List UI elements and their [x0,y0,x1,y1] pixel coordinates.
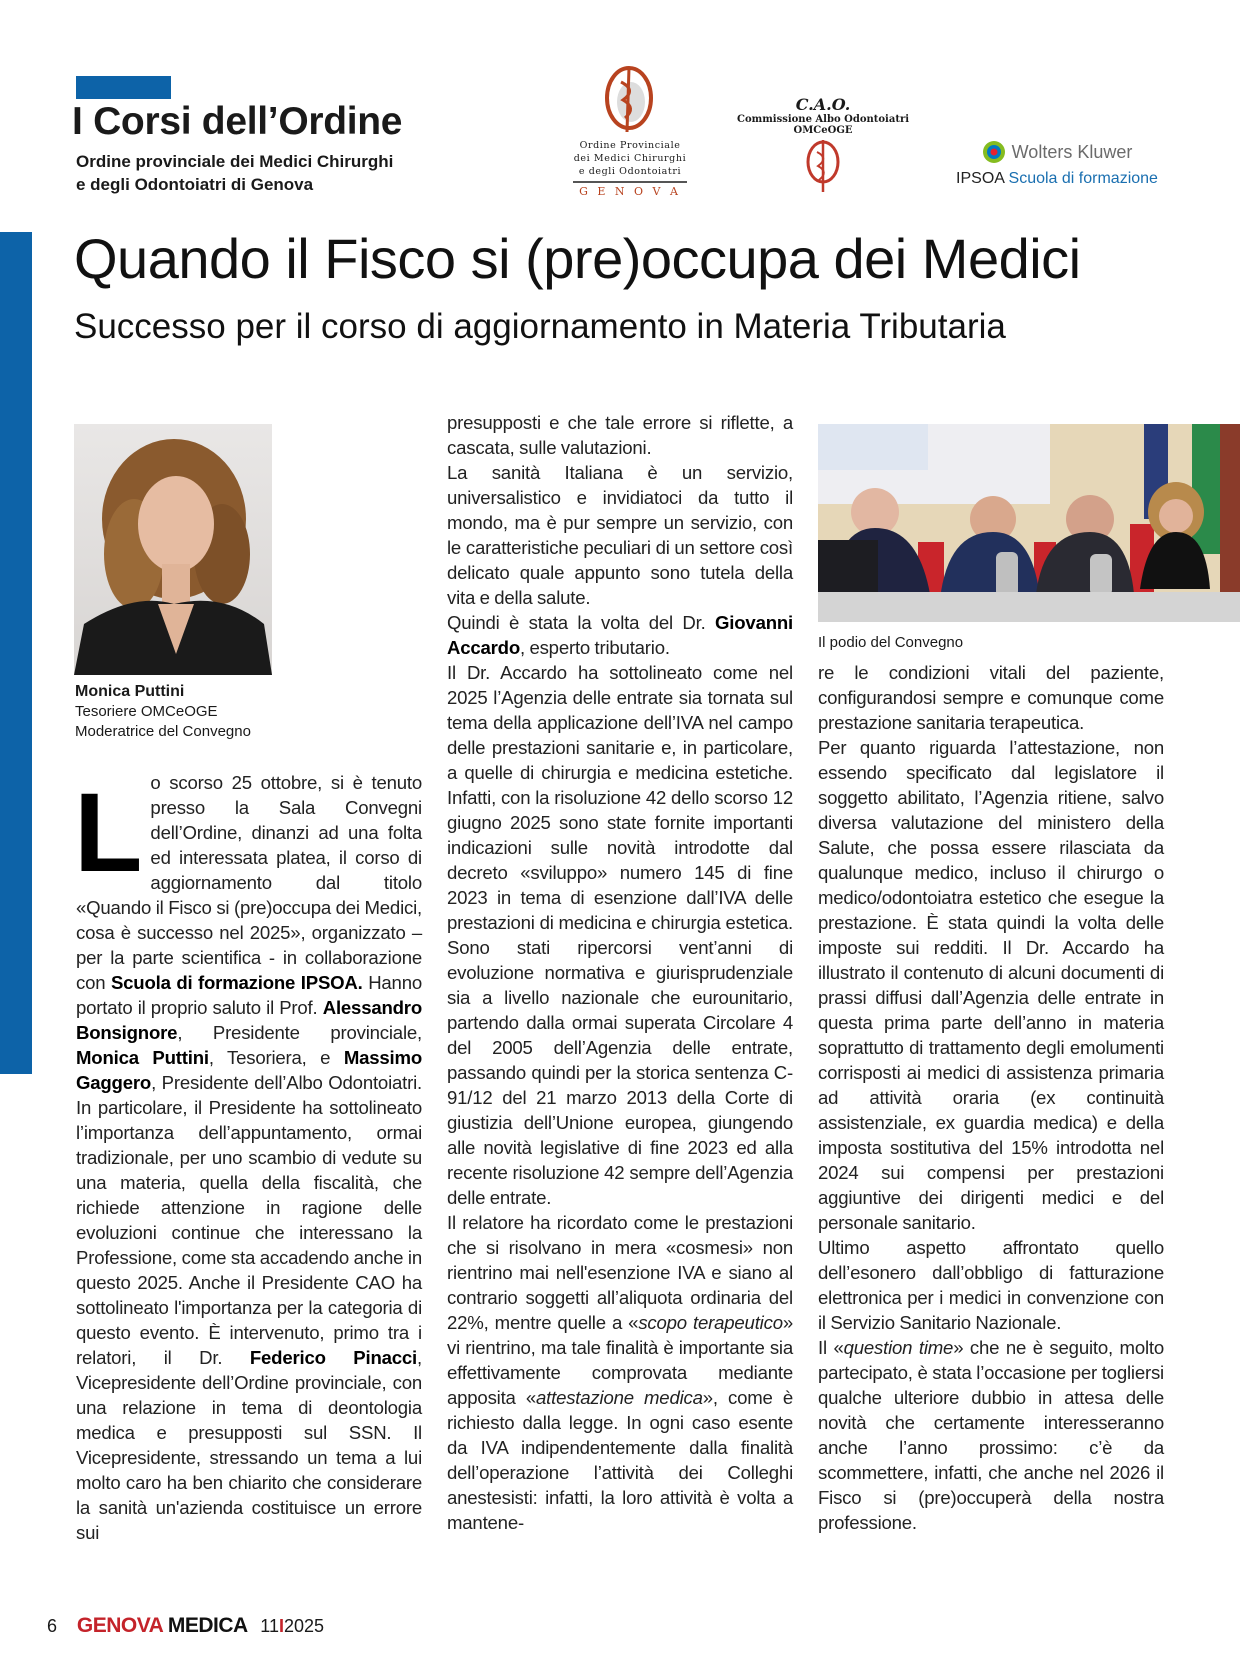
article-subtitle: Successo per il corso di aggiornamento in Materia Tributaria [74,307,1006,346]
text-run: , Vicepresidente dell’Ordine provinciale, con una relazione in tema di deontologia medica e presupposti sul SSN. Il Vicepresidente, stressando un tema a lui molto caro ha ben chiarito che considerare la sanità un'azienda costituisce un errore sui [76,1347,422,1543]
text-run: Ultimo aspetto affrontato quello dell’esonero dall’obbligo di fatturazione elettronica per i medici in convenzione con il Servizio Sanitario Nazionale. [818,1237,1164,1333]
article-paragraph [447,610,793,660]
text-run: Il Dr. Accardo ha sottolineato come nel 2025 l’Agenzia delle entrate sia tornata sul tema della applicazione dell’IVA nel campo delle prestazioni sanitarie e, in particolare, a quelle di chirurgia e medicina estetiche. Infatti, con la risoluzione 42 dello scorso 12 giugno 2025 sono state fornite importanti indicazioni sulle novità introdotte dal decreto «sviluppo» numero 145 di fine 2023 in tema di esenzione dall’IVA delle prestazioni di medicina e chirurgia estetica. Sono stati ripercorsi vent’anni di evoluzione normativa e giurisprudenziale sia a livello nazionale che eurounitario, partendo dalla ormai superata Circolare 4 del 2005 dell’Agenzia delle entrate, passando quindi per la storica sentenza C-91/12 del 21 marzo 2013 della Corte di giustizia dell’Unione europea, giungendo alle novità legislative di fine 2023 ed alla recente risoluzione 42 sempre dell’Agenzia delle entrate. [447,662,793,1208]
ordine-logo-city: G E N O V A [579,185,681,198]
page-number: 6 [47,1616,58,1636]
cao-line-1: Commissione Albo Odontoiatri [736,114,910,125]
text-run: re le condizioni vitali del paziente, configurandosi sempre e comunque come prestazione sanitaria terapeutica. [818,662,1164,733]
article-paragraph [818,735,1164,1235]
ordine-genova-logo [565,62,695,198]
magazine-name [77,1614,252,1637]
text-run: , esperto tributario. [520,637,670,658]
drop-cap: L [74,770,143,895]
portrait-name: Monica Puttini [75,683,185,700]
ordine-logo-line-1: Ordine Provinciale [579,140,681,151]
wolters-kluwer-ipsoa-logo [952,140,1162,188]
bold-text: Alessandro Bonsignore [76,997,422,1043]
portrait-role: Tesoriere OMCeOGE [75,703,218,720]
text-run: o scorso 25 ottobre, si è tenuto presso la Sala Convegni dell’Ordine, dinanzi ad una folta ed interessata platea, il corso di aggiornamento dal titolo «Quando il Fisco si (pre)occupa dei Medici, cosa è successo nel 2025», organizzato – per la parte scientifica - in collaborazione con [76,772,422,993]
section-subtitle [76,150,436,196]
caduceus-emblem-icon [565,62,695,134]
article-paragraph [447,660,793,1210]
article-paragraph [76,770,422,1545]
article-paragraph [447,1210,793,1535]
article-paragraph [447,410,793,460]
text-run: », come è richiesto dalla legge. In ogni caso esente da IVA indipendentemente dalla finalità dell’operazione l’attività dei Colleghi anestesisti: infatti, la loro attività è volta a mantene- [447,1387,793,1533]
magazine-name-part-1: GENOVA [76,1614,163,1637]
issue-date [260,1616,324,1636]
bold-text: Federico Pinacci [249,1347,418,1368]
text-run: Hanno portato il proprio saluto il Prof. [76,972,422,1018]
text-run: Il relatore ha ricordato come le prestazioni che si risolvano in mera «cosmesi» non rientrino mai nell'esenzione IVA e siano al contrario soggetti all’aliquota ordinaria del 22%, mentre quelle a « [447,1212,793,1333]
bold-text: Giovanni Accardo [447,612,793,658]
portrait-photo [74,424,272,675]
article-paragraph [447,460,793,610]
text-run: , Presidente provinciale, [177,1022,422,1043]
text-run: » che ne è seguito, molto partecipato, è stata l’occasione per togliersi qualche ulteriore dubbio in attesa delle novità che certamente interesseranno anche l’anno prossimo: c’è da scommettere, infatti, che anche nel 2026 il Fisco si (pre)occuperà della nostra professione. [818,1337,1164,1533]
cao-title: C.A.O. [795,95,851,114]
cao-line-2: OMCeOGE [793,125,853,136]
issue-separator: I [278,1616,284,1636]
wk-name: Wolters Kluwer [1011,141,1133,162]
bold-text: Monica Puttini [76,1047,209,1068]
text-run: Per quanto riguarda l’attestazione, non essendo specificato dal legislatore il soggetto abilitato, l’Agenzia ritiene, salvo diversa valutazione del ministero della Salute, che possa essere rilasciata da qualunque medico, incluso il chirurgo o medico/odontoiatra estetico che esegue la prestazione. È stata quindi la volta delle imposte sui redditi. Il Dr. Accardo ha illustrato il contenuto di alcuni documenti di prassi diffusi dall’Agenzia delle entrate in questa prima parte dell’anno in materia soprattutto di trattamento degli emolumenti corrisposti ai medici di assistenza primaria ad attività oraria (ex continuità assistenziale, ex guardia medica) e della imposta sostitutiva del 15% introdotta nel 2024 sui compensi per prestazioni aggiuntive dei dirigenti medici e del personale sanitario. [818,737,1164,1233]
article-paragraph [818,660,1164,735]
section-subtitle-line-2: e degli Odontoiatri di Genova [76,175,314,194]
side-color-stripe [0,232,32,1074]
italic-text: scopo terapeutico [638,1312,783,1333]
text-run: Il « [818,1337,844,1358]
wk-scuola: Scuola di formazione [1008,170,1158,187]
section-title: I Corsi dell’Ordine [72,100,403,143]
bold-text: Massimo Gaggero [76,1047,422,1093]
italic-text: question time [843,1337,954,1358]
article-column-3 [818,660,1164,1535]
photo-caption: Il podio del Convegno [818,634,964,651]
wk-ipsoa: IPSOA [956,170,1005,187]
article-column-2 [447,410,793,1535]
text-run: La sanità Italiana è un servizio, universalistico e invidiatoci da tutto il mondo, ma è pur sempre un servizio, con le caratteristiche peculiari di un settore così delicato quale appunto sono tutela della vita e della salute. [447,462,793,608]
podium-photo [818,424,1240,622]
italic-text: attestazione medica [536,1387,703,1408]
ordine-logo-line-2: dei Medici Chirurghi [573,153,687,164]
section-color-bar [76,76,171,99]
section-subtitle-line-1: Ordine provinciale dei Medici Chirurghi [76,152,394,171]
article-column-1 [76,770,422,1545]
wolters-kluwer-globe-icon [982,140,1006,164]
article-paragraph [818,1235,1164,1335]
article-paragraph [818,1335,1164,1535]
text-run: , Tesoriera, e [208,1047,344,1068]
cao-logo [733,95,913,199]
issue-year: 2025 [284,1616,325,1636]
bold-text: Scuola di formazione IPSOA. [110,972,363,993]
portrait-caption [75,682,251,742]
text-run: » vi rientrino, ma tale finalità è importante sia effettivamente comprovata mediante apposita « [447,1312,793,1408]
portrait-function: Moderatrice del Convegno [75,723,251,740]
text-run: Quindi è stata la volta del Dr. [447,612,716,633]
ordine-logo-line-3: e degli Odontoiatri [578,166,682,177]
caduceus-emblem-icon [798,136,848,194]
text-run: presupposti e che tale errore si riflette, a cascata, sulle valutazioni. [447,412,793,458]
article-title: Quando il Fisco si (pre)occupa dei Medici [74,227,1081,290]
issue-month: 11 [260,1616,279,1636]
magazine-name-part-2: MEDICA [167,1614,247,1637]
text-run: , Presidente dell’Albo Odontoiatri. In particolare, il Presidente ha sottolineato l’importanza dell’appuntamento, ormai tradizionale, per uno scambio di vedute su una materia, quella della fiscalità, che richiede attenzione in ragione delle evoluzioni continue che interessano la Professione, come sta accadendo anche in questo 2025. Anche il Presidente CAO ha sottolineato l'importanza per la categoria di questo evento. È intervenuto, primo tra i relatori, il Dr. [76,1072,422,1368]
page-footer [47,1614,324,1638]
